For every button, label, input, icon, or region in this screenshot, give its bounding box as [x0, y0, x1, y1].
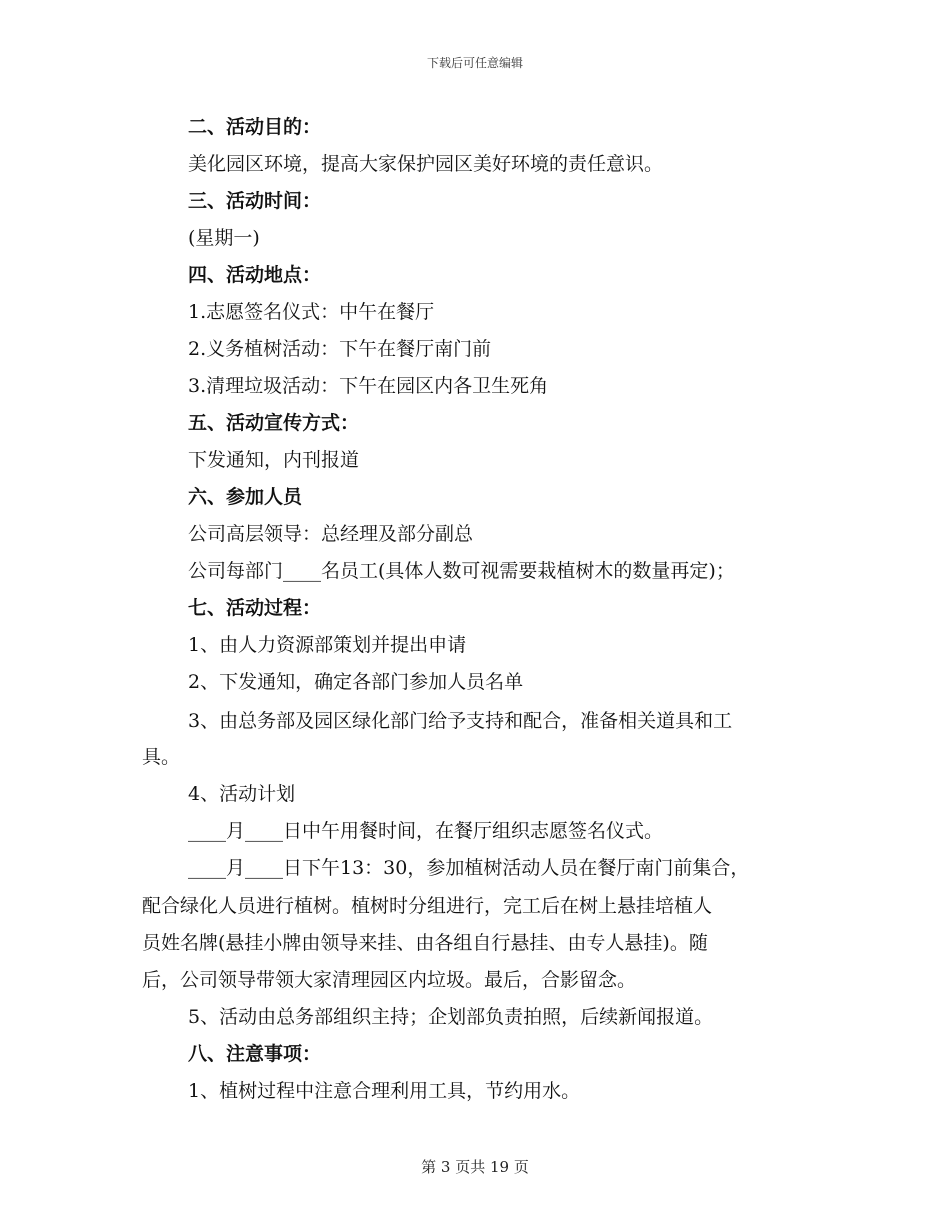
section-heading-location: 四、活动地点：	[188, 264, 322, 286]
list-item: 4、活动计划	[188, 783, 296, 805]
body-line: ____月____日下午13：30，参加植树活动人员在餐厅南门前集合，	[188, 857, 750, 879]
list-item: 2.义务植树活动：下午在餐厅南门前	[188, 338, 492, 360]
section-heading-process: 七、活动过程：	[188, 597, 322, 619]
section-heading-publicity: 五、活动宣传方式：	[188, 412, 360, 434]
body-line: ____月____日中午用餐时间，在餐厅组织志愿签名仪式。	[188, 820, 664, 842]
section-heading-participants: 六、参加人员	[188, 486, 303, 508]
body-line: 公司高层领导：总经理及部分副总	[188, 523, 474, 545]
list-item: 1、植树过程中注意合理利用工具，节约用水。	[188, 1080, 581, 1102]
body-line: (星期一)	[188, 227, 260, 249]
body-line: 美化园区环境，提高大家保护园区美好环境的责任意识。	[188, 153, 664, 175]
body-line: 下发通知，内刊报道	[188, 449, 360, 471]
body-line: 公司每部门____名员工(具体人数可视需要栽植树木的数量再定)；	[188, 560, 735, 582]
list-item: 1.志愿签名仪式：中午在餐厅	[188, 301, 435, 323]
list-item: 2、下发通知，确定各部门参加人员名单	[188, 671, 524, 693]
body-line-continuation: 后，公司领导带领大家清理园区内垃圾。最后，合影留念。	[142, 969, 637, 991]
list-item: 3.清理垃圾活动：下午在园区内各卫生死角	[188, 375, 549, 397]
page-number-footer: 第 3 页共 19 页	[421, 1158, 529, 1176]
list-item: 5、活动由总务部组织主持；企划部负责拍照，后续新闻报道。	[188, 1006, 714, 1028]
section-heading-purpose: 二、活动目的：	[188, 116, 322, 138]
page-header: 下载后可任意编辑	[426, 56, 523, 70]
list-item-continuation: 具。	[142, 746, 181, 768]
section-heading-time: 三、活动时间：	[188, 190, 322, 212]
section-heading-notes: 八、注意事项：	[188, 1043, 322, 1065]
body-line-continuation: 配合绿化人员进行植树。植树时分组进行，完工后在树上悬挂培植人	[142, 895, 713, 917]
body-line-continuation: 员姓名牌(悬挂小牌由领导来挂、由各组自行悬挂、由专人悬挂)。随	[142, 932, 708, 954]
list-item: 1、由人力资源部策划并提出申请	[188, 634, 467, 656]
list-item: 3、由总务部及园区绿化部门给予支持和配合，准备相关道具和工	[188, 710, 733, 732]
